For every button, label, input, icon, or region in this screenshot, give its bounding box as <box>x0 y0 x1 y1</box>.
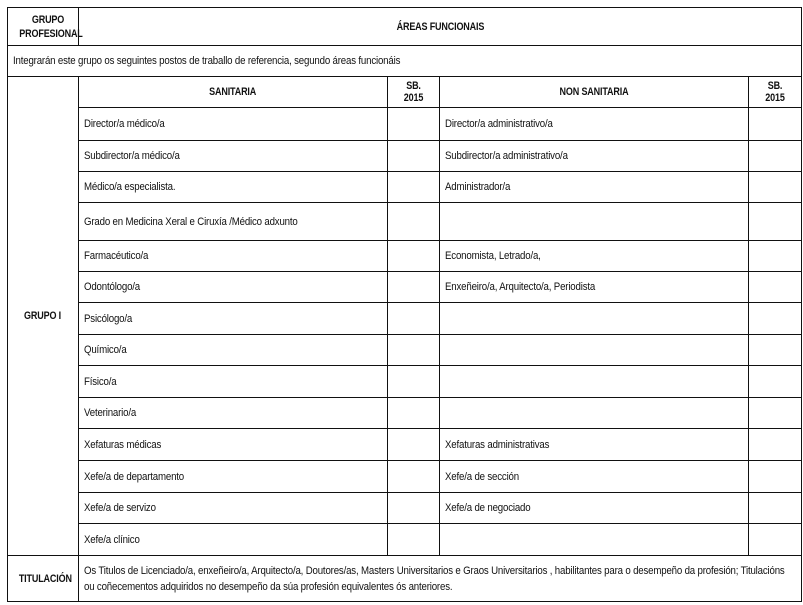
titulacion-row <box>8 556 802 602</box>
sb2015-non-sanitaria-cell <box>749 203 802 241</box>
sanitaria-cell <box>79 493 388 524</box>
table-row <box>8 493 802 524</box>
sanitaria-cell-text: Xefe/a de departamento <box>84 470 185 483</box>
sb2015-non-sanitaria-cell <box>749 141 802 172</box>
sanitaria-cell <box>79 141 388 172</box>
sanitaria-cell-text: Veterinario/a <box>84 407 137 419</box>
sb2015-non-sanitaria-cell <box>749 461 802 493</box>
sanitaria-cell <box>79 272 388 303</box>
sb2015-sanitaria-cell <box>388 108 440 141</box>
non-sanitaria-cell <box>440 141 749 172</box>
titulacion-label: TITULACIÓN <box>8 556 79 602</box>
sb2015-sanitaria-cell <box>388 141 440 172</box>
sanitaria-cell <box>79 335 388 366</box>
table-row <box>8 203 802 241</box>
sb2015-non-sanitaria-cell <box>749 366 802 398</box>
sb2015-sanitaria-cell <box>388 335 440 366</box>
sanitaria-header: SANITARIA <box>79 77 388 108</box>
table-row <box>8 108 802 141</box>
sanitaria-cell <box>79 303 388 335</box>
group-label: GRUPO I <box>8 77 79 556</box>
sanitaria-cell <box>79 241 388 272</box>
intro-row <box>8 46 802 77</box>
table-row <box>8 272 802 303</box>
professional-groups-table <box>7 7 802 602</box>
non-sanitaria-cell-text: Xefe/a de negociado <box>445 502 531 514</box>
sb2015-sanitaria-cell <box>388 398 440 429</box>
table-row <box>8 429 802 461</box>
sanitaria-cell <box>79 524 388 556</box>
table-row <box>8 461 802 493</box>
sb2015-sanitaria-cell <box>388 303 440 335</box>
sb2015-sanitaria-cell <box>388 272 440 303</box>
sanitaria-cell <box>79 461 388 493</box>
table-row <box>8 303 802 335</box>
sb2015-sanitaria-cell <box>388 172 440 203</box>
sb2015-sanitaria-cell <box>388 461 440 493</box>
sb2015-sanitaria-cell <box>388 366 440 398</box>
sanitaria-cell <box>79 398 388 429</box>
sanitaria-cell-text: Físico/a <box>84 375 117 388</box>
sanitaria-cell <box>79 366 388 398</box>
column-header-row <box>8 77 802 108</box>
non-sanitaria-cell <box>440 303 749 335</box>
non-sanitaria-cell <box>440 335 749 366</box>
table-row <box>8 241 802 272</box>
sb2015-non-sanitaria-cell <box>749 172 802 203</box>
header-row <box>8 8 802 46</box>
table-row <box>8 335 802 366</box>
sb2015-sanitaria-cell <box>388 203 440 241</box>
non-sanitaria-cell <box>440 241 749 272</box>
sb2015-non-sanitaria-cell <box>749 241 802 272</box>
non-sanitaria-cell <box>440 493 749 524</box>
sanitaria-cell-text: Médico/a especialista. <box>84 181 176 193</box>
sb2015-non-sanitaria-cell <box>749 335 802 366</box>
sb2015-non-sanitaria-cell <box>749 493 802 524</box>
sanitaria-cell <box>79 203 388 241</box>
non-sanitaria-cell-text: Xefe/a de sección <box>445 470 519 483</box>
sanitaria-cell-text: Xefe/a de servizo <box>84 502 156 514</box>
sanitaria-cell-text: Grado en Medicina Xeral e Ciruxía /Médico adxunto <box>84 215 298 228</box>
sanitaria-cell <box>79 429 388 461</box>
table-row <box>8 366 802 398</box>
non-sanitaria-cell <box>440 429 749 461</box>
non-sanitaria-cell <box>440 172 749 203</box>
table-row <box>8 141 802 172</box>
sanitaria-cell-text: Psicólogo/a <box>84 312 133 325</box>
non-sanitaria-cell <box>440 524 749 556</box>
non-sanitaria-cell <box>440 108 749 141</box>
sanitaria-cell-text: Director/a médico/a <box>84 118 165 130</box>
table-row <box>8 524 802 556</box>
sb2015-sanitaria-cell <box>388 524 440 556</box>
non-sanitaria-cell-text: Xefaturas administrativas <box>445 438 550 451</box>
non-sanitaria-cell-text: Subdirector/a administrativo/a <box>445 150 568 162</box>
non-sanitaria-cell-text: Director/a administrativo/a <box>445 118 553 130</box>
non-sanitaria-cell <box>440 398 749 429</box>
sanitaria-cell-text: Farmacéutico/a <box>84 250 149 262</box>
intro-text: Integrarán este grupo os seguintes postos de traballo de referencia, segundo áreas funcionáis <box>8 46 802 77</box>
sanitaria-cell-text: Xefe/a clínico <box>84 533 140 546</box>
non-sanitaria-cell-text: Administrador/a <box>445 181 511 193</box>
sb2015-non-sanitaria-cell <box>749 272 802 303</box>
sb2015-header-non-sanitaria: SB. 2015 <box>749 77 802 108</box>
sb2015-sanitaria-cell <box>388 493 440 524</box>
sb2015-non-sanitaria-cell <box>749 398 802 429</box>
sb2015-sanitaria-cell <box>388 429 440 461</box>
sb2015-non-sanitaria-cell <box>749 108 802 141</box>
sb2015-header-sanitaria: SB. 2015 <box>388 77 440 108</box>
grupo-profesional-header: GRUPO PROFESIONAL <box>8 8 79 46</box>
non-sanitaria-cell <box>440 203 749 241</box>
sanitaria-cell-text: Químico/a <box>84 344 127 356</box>
sanitaria-cell <box>79 108 388 141</box>
sanitaria-cell <box>79 172 388 203</box>
sb2015-non-sanitaria-cell <box>749 303 802 335</box>
non-sanitaria-cell <box>440 461 749 493</box>
non-sanitaria-cell <box>440 272 749 303</box>
sanitaria-cell-text: Xefaturas médicas <box>84 438 162 451</box>
sb2015-non-sanitaria-cell <box>749 429 802 461</box>
non-sanitaria-header: NON SANITARIA <box>440 77 749 108</box>
sb2015-sanitaria-cell <box>388 241 440 272</box>
non-sanitaria-cell-text: Enxeñeiro/a, Arquitecto/a, Periodista <box>445 281 596 293</box>
sb2015-non-sanitaria-cell <box>749 524 802 556</box>
sanitaria-cell-text: Odontólogo/a <box>84 281 141 293</box>
areas-funcionais-header: ÁREAS FUNCIONAIS <box>79 8 802 46</box>
sanitaria-cell-text: Subdirector/a médico/a <box>84 150 180 162</box>
table-row <box>8 172 802 203</box>
non-sanitaria-cell <box>440 366 749 398</box>
titulacion-text: Os Titulos de Licenciado/a, enxeñeiro/a, Arquitecto/a, Doutores/as, Masters Universitarios e Graos Universitarios , habilitantes para o desempeño da profesión; Titulacións ou coñecementos adquiridos no desempeño da súa profesión equivalentes ós anteriores. <box>79 556 802 602</box>
non-sanitaria-cell-text: Economista, Letrado/a, <box>445 250 541 262</box>
table-row <box>8 398 802 429</box>
